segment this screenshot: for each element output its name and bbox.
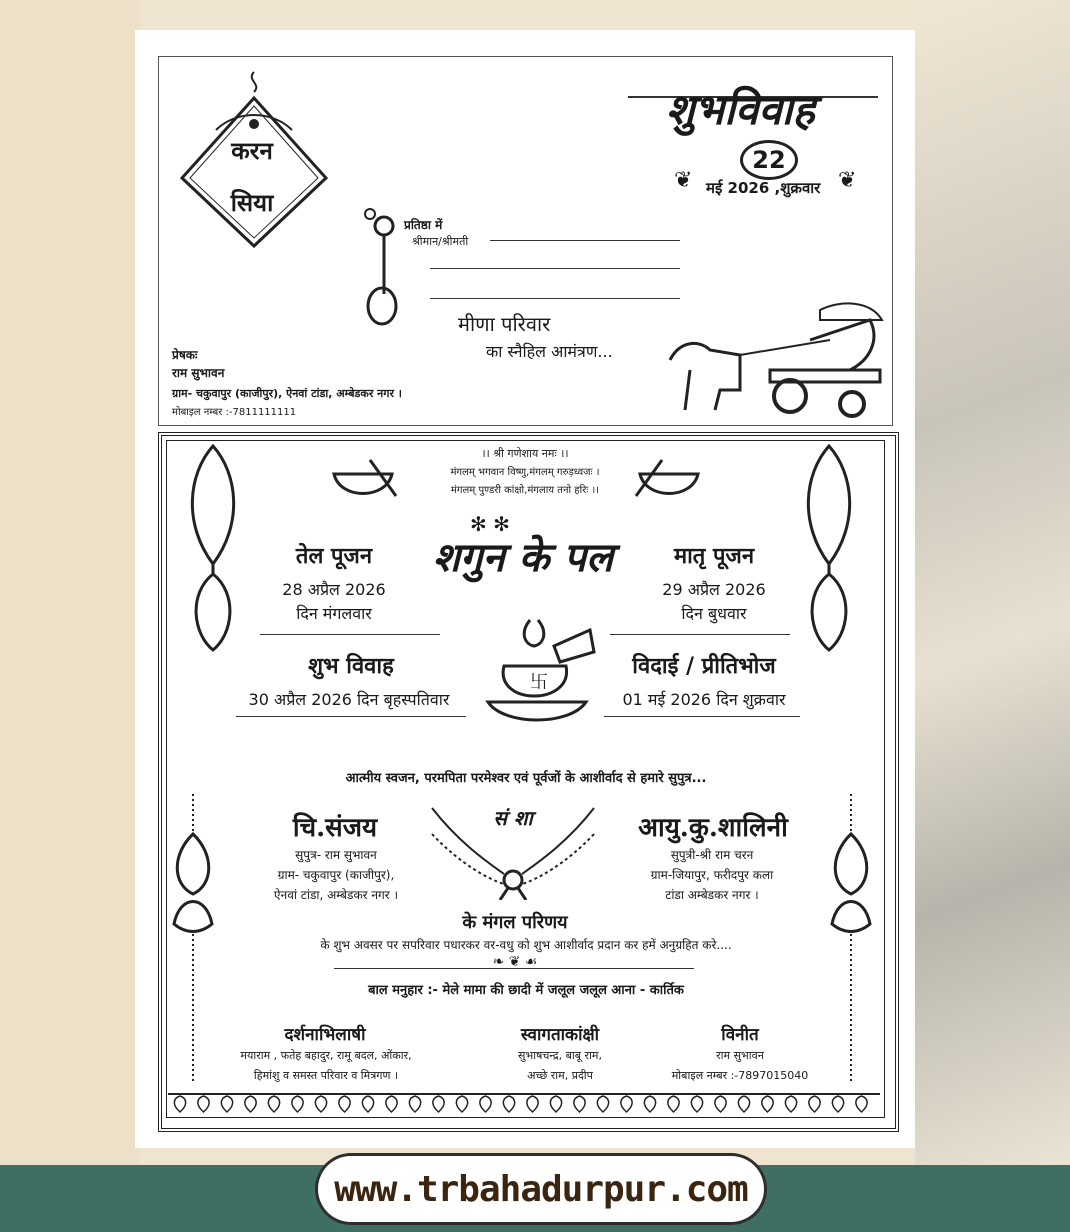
vinit-title: विनीत [721, 1025, 759, 1045]
mantra-2: मंगलम् भगवान विष्णु,मंगलम् गरुड़ध्वजः । [450, 467, 600, 478]
intro-text: आत्मीय स्वजन, परमपिता परमेश्वर एवं पूर्वजों के आशीर्वाद से हमारे सुपुत्र... [345, 771, 707, 786]
address-line-3 [430, 298, 680, 299]
monogram-groom: करन [231, 136, 273, 165]
divider-right-2 [604, 716, 800, 717]
darshan-line-2: हिमांशु व समस्त परिवार व मित्रगण । [253, 1069, 399, 1082]
border-motif [315, 1096, 326, 1112]
border-motif [503, 1096, 514, 1112]
vidai-date: 01 मई 2026 दिन शुक्रवार [622, 690, 786, 709]
ornament-left-icon: ❦ [674, 168, 693, 193]
bride-name: आयु.कु.शालिनी [638, 813, 788, 843]
background-left [0, 0, 140, 1170]
star-ornament-icon: ✻ ✻ [470, 512, 510, 536]
border-motif [174, 1096, 185, 1112]
border-motif [245, 1096, 256, 1112]
divider-right [610, 634, 790, 635]
groom-line-3: ऐनवां टांडा, अम्बेडकर नगर । [273, 888, 399, 902]
bottom-border-pattern [168, 1092, 880, 1114]
request-text: के शुभ अवसर पर सपरिवार पधारकर वर-वधु को शुभ आशीर्वाद प्रदान कर हमें अनुग्रहित करे.... [320, 938, 732, 952]
sender-mobile: मोबाइल नम्बर :-7811111111 [172, 407, 297, 418]
address-label-1: प्रतिष्ठा में [404, 218, 443, 232]
date-day-badge: 22 [740, 140, 798, 180]
border-motif [574, 1096, 585, 1112]
groom-line-2: ग्राम- चकुवापुर (काजीपुर), [277, 868, 395, 882]
bell-ornament-right-icon [828, 794, 874, 1084]
swagat-title: स्वागताकांक्षी [520, 1025, 600, 1045]
diya-left-icon [330, 456, 400, 500]
border-motif [362, 1096, 373, 1112]
address-line-1 [490, 240, 680, 241]
sender-label: प्रेषकः [172, 348, 198, 362]
border-motif [409, 1096, 420, 1112]
vivah-title: शुभ विवाह [308, 653, 394, 679]
bal-manuhar: बाल मनुहार :- मेले मामा की छादी में जलूल जलूल आना - कार्तिक [368, 983, 684, 998]
border-motif [386, 1096, 397, 1112]
matru-title: मातृ पूजन [673, 543, 755, 569]
border-motif [527, 1096, 538, 1112]
darshan-title: दर्शनाभिलाषी [284, 1025, 366, 1045]
envelope-date: मई 2026 ,शुक्रवार [706, 179, 821, 197]
center-title: शगुन के पल [432, 534, 614, 581]
border-motif [715, 1096, 726, 1112]
border-motif [198, 1096, 209, 1112]
envelope-title: शुभविवाह [666, 85, 815, 134]
svg-text:卐: 卐 [530, 672, 548, 693]
sender-address: ग्राम- चकुवापुर (काजीपुर), ऐनवां टांडा, अम्बेडकर नगर । [172, 387, 402, 400]
address-label-2: श्रीमान/श्रीमती [412, 235, 469, 248]
vinit-line-1: राम सुभावन [716, 1049, 764, 1062]
parinay-text: के मंगल परिणय [462, 912, 568, 933]
swagat-line-1: सुभाषचन्द्र, बाबू राम, [518, 1049, 602, 1062]
paisley-right-icon [794, 444, 864, 656]
border-motif [480, 1096, 491, 1112]
border-motif [644, 1096, 655, 1112]
address-line-2 [430, 268, 680, 269]
border-motif [550, 1096, 561, 1112]
ornament-right-icon: ❦ [838, 168, 857, 193]
invite-text: का स्नैहिल आमंत्रण... [486, 342, 613, 361]
chariot-icon [660, 300, 886, 420]
border-motif [809, 1096, 820, 1112]
paisley-left-icon [178, 444, 248, 656]
border-motif [456, 1096, 467, 1112]
border-motif [785, 1096, 796, 1112]
matru-day: दिन बुधवार [681, 604, 747, 623]
border-motif [597, 1096, 608, 1112]
darshan-line-1: मयाराम , फतेह बहादुर, रामू बदल, ओंकार, [240, 1049, 412, 1062]
mantra-3: मंगलम् पुण्डरी कांक्षो,मंगलाय तनो हरिः ।। [450, 485, 600, 496]
border-motif [668, 1096, 679, 1112]
monogram-bride: सिया [230, 188, 274, 217]
vidai-title: विदाई / प्रीतिभोज [632, 653, 776, 679]
border-motif [339, 1096, 350, 1112]
vivah-date: 30 अप्रैल 2026 दिन बृहस्पतिवार [248, 690, 450, 709]
background-shadow-right [915, 0, 1070, 1170]
matru-date: 29 अप्रैल 2026 [662, 580, 766, 599]
border-motif [621, 1096, 632, 1112]
center-monogram: सं शा [493, 806, 533, 830]
tel-date: 28 अप्रैल 2026 [282, 580, 386, 599]
swagat-line-2: अच्छे राम, प्रदीप [527, 1069, 593, 1082]
bride-line-2: ग्राम-जियापुर, फरीदपुर कला [650, 868, 774, 882]
border-motif [292, 1096, 303, 1112]
bride-line-1: सुपुत्री-श्री राम चरन [670, 848, 754, 862]
bride-line-3: टांडा अम्बेडकर नगर । [665, 888, 759, 902]
divider-left-2 [236, 716, 466, 717]
border-motif [738, 1096, 749, 1112]
diya-right-icon [632, 456, 702, 500]
border-motif [268, 1096, 279, 1112]
border-motif [856, 1096, 867, 1112]
divider-left [260, 634, 440, 635]
tel-day: दिन मंगलवार [296, 604, 372, 623]
border-motif [691, 1096, 702, 1112]
sitar-flower-icon [360, 204, 410, 330]
website-link[interactable]: www.trbahadurpur.com [318, 1156, 764, 1222]
border-motif [221, 1096, 232, 1112]
family-name: मीणा परिवार [458, 312, 551, 336]
kalash-icon [474, 616, 600, 726]
border-motif [762, 1096, 773, 1112]
groom-name: चि.संजय [292, 813, 378, 843]
groom-line-1: सुपुत्र- राम सुभावन [295, 848, 377, 862]
swirl-ornament-icon: ❧ ❦ ☙ [492, 954, 538, 970]
border-motif [433, 1096, 444, 1112]
border-motif [832, 1096, 843, 1112]
vinit-line-2: मोबाइल नम्बर :-7897015040 [671, 1069, 809, 1082]
tel-title: तेल पूजन [295, 543, 373, 569]
mantra-1: ।। श्री गणेशाय नमः ।। [481, 447, 569, 460]
sender-name: राम सुभावन [172, 366, 225, 380]
